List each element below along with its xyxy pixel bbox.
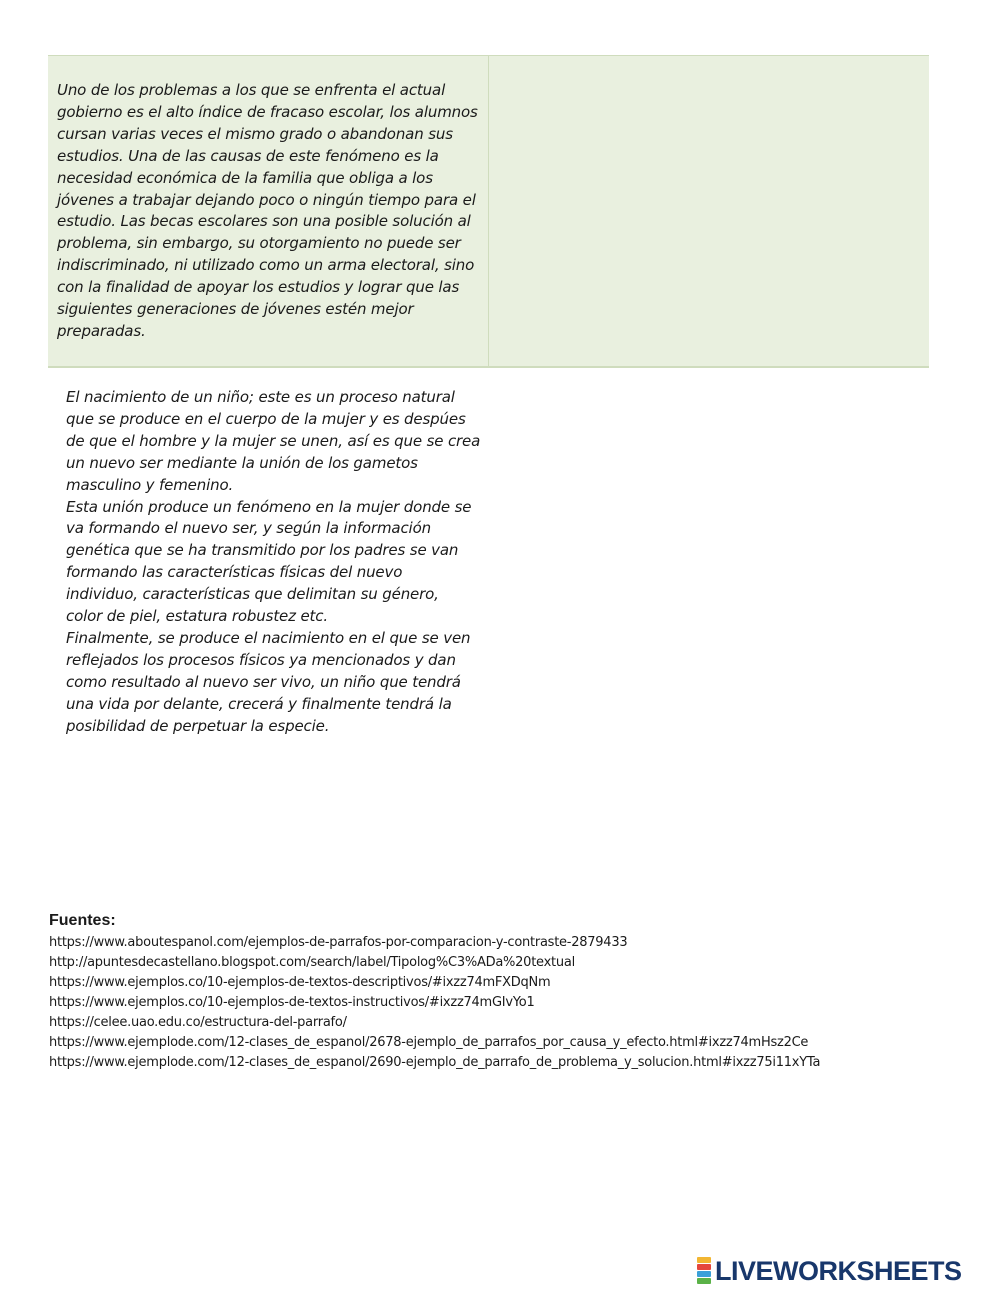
sources-list — [49, 933, 820, 1073]
table-cell-divider — [488, 56, 489, 366]
source-link[interactable]: https://www.ejemplode.com/12-clases_de_espanol/2690-ejemplo_de_parrafo_de_problema_y_solucion.html#ixzz75i11xYTa — [49, 1055, 821, 1070]
source-link[interactable]: https://www.ejemplode.com/12-clases_de_espanol/2678-ejemplo_de_parrafos_por_causa_y_efecto.html#ixzz74mHsz2Ce — [49, 1035, 809, 1050]
source-link[interactable]: https://www.ejemplos.co/10-ejemplos-de-textos-instructivos/#ixzz74mGIvYo1 — [49, 995, 535, 1010]
source-link[interactable]: http://apuntesdecastellano.blogspot.com/search/label/Tipolog%C3%ADa%20textual — [49, 955, 575, 970]
logo-text: LIVEWORKSHEETS — [715, 1256, 962, 1286]
logo-mark-icon — [697, 1257, 711, 1285]
logo-mark-block — [697, 1278, 711, 1284]
liveworksheets-logo — [697, 1256, 962, 1286]
source-link[interactable]: https://celee.uao.edu.co/estructura-del-parrafo/ — [49, 1015, 347, 1030]
logo-mark-block — [697, 1271, 711, 1277]
logo-mark-block — [697, 1264, 711, 1270]
source-link[interactable]: https://www.ejemplos.co/10-ejemplos-de-textos-descriptivos/#ixzz74mFXDqNm — [49, 975, 551, 990]
sources-title: Fuentes: — [49, 912, 116, 929]
source-link[interactable]: https://www.aboutespanol.com/ejemplos-de-parrafos-por-comparacion-y-contraste-2879433 — [49, 935, 628, 950]
paragraph-sequence: El nacimiento de un niño; este es un proceso natural que se produce en el cuerpo de la mujer y es despúes de que el hombre y la mujer se unen, así es que se crea un nuevo ser mediante la unión de los gametos masculino y femenino. Esta unión produce un fenómeno en la mujer donde se va formando el nuevo ser, y según la información genética que se ha transmitido por los padres se van formando las características físicas del nuevo individuo, características que delimitan su género, color de piel, estatura robustez etc. Finalmente, se produce el nacimiento en el que se ven reflejados los procesos físicos ya mencionados y dan como resultado al nuevo ser vivo, un niño que tendrá una vida por delante, crecerá y finalmente tendrá la posibilidad de perpetuar la especie. — [66, 388, 481, 735]
logo-mark-block — [697, 1257, 711, 1263]
paragraph-problem-solution: Uno de los problemas a los que se enfrenta el actual gobierno es el alto índice de fracaso escolar, los alumnos cursan varias veces el mismo grado o abandonan sus estudios. Una de las causas de este fenómeno es la necesidad económica de la familia que obliga a los jóvenes a trabajar dejando poco o ningún tiempo para el estudio. Las becas escolares son una posible solución al problema, sin embargo, su otorgamiento no puede ser indiscriminado, ni utilizado como un arma electoral, sino con la finalidad de apoyar los estudios y lograr que las siguientes generaciones de jóvenes estén mejor preparadas. — [57, 81, 478, 340]
